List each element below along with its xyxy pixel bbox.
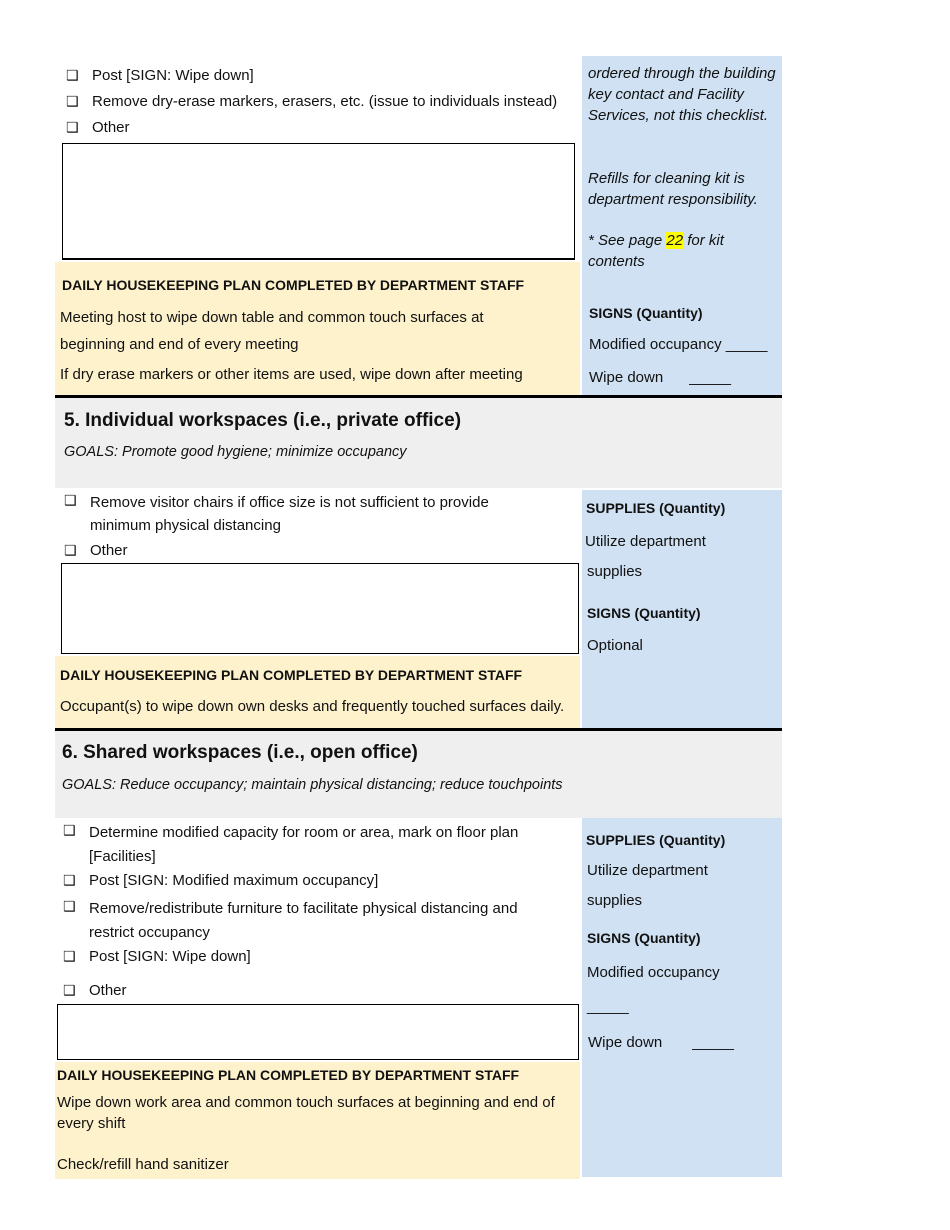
section6-daily-plan-line: Wipe down work area and common touch surfaces at beginning and end of every shift [57, 1094, 555, 1132]
checkbox-icon[interactable]: ❑ [64, 543, 77, 559]
section4-sign-modified-occupancy: Modified occupancy _____ [589, 336, 768, 353]
section5-supplies-value: Utilize department [585, 533, 706, 550]
section6-sign-modified-occupancy-blank: _____ [587, 998, 629, 1015]
section4-side-note-refills: Refills for cleaning kit is department responsibility. [588, 170, 758, 208]
section6-supplies-header: SUPPLIES (Quantity) [586, 832, 726, 848]
checkbox-icon[interactable]: ❑ [63, 873, 76, 889]
section6-title: 6. Shared workspaces (i.e., open office) [62, 742, 418, 763]
section5-other-notes-field[interactable] [61, 563, 579, 654]
section4-sign-wipe-down: Wipe down _____ [589, 369, 731, 386]
section6-supplies-value: Utilize department [587, 862, 708, 879]
section5-signs-header: SIGNS (Quantity) [587, 605, 701, 621]
section6-daily-plan-header: DAILY HOUSEKEEPING PLAN COMPLETED BY DEPARTMENT STAFF [57, 1067, 520, 1083]
section4-daily-plan-header: DAILY HOUSEKEEPING PLAN COMPLETED BY DEPARTMENT STAFF [62, 277, 525, 293]
checkbox-icon[interactable]: ❑ [66, 120, 79, 136]
section5-daily-plan-header: DAILY HOUSEKEEPING PLAN COMPLETED BY DEPARTMENT STAFF [60, 667, 523, 683]
page-reference-link[interactable]: 22 [666, 232, 684, 249]
section6-supplies-value: supplies [587, 892, 643, 909]
section5-supplies-value: supplies [587, 563, 643, 580]
section5-supplies-header: SUPPLIES (Quantity) [586, 500, 726, 516]
checkbox-icon[interactable]: ❑ [63, 983, 76, 999]
section5-title: 5. Individual workspaces (i.e., private office) [64, 410, 462, 431]
section4-signs-header: SIGNS (Quantity) [589, 305, 703, 321]
section4-daily-plan-line: Meeting host to wipe down table and common touch surfaces at [60, 309, 484, 326]
section6-sign-wipe-down: Wipe down _____ [588, 1034, 734, 1051]
section6-sign-modified-occupancy: Modified occupancy [587, 964, 720, 981]
section6-other-notes-field[interactable] [57, 1004, 579, 1060]
checkbox-icon[interactable]: ❑ [63, 823, 76, 839]
section5-signs-value: Optional [587, 637, 643, 654]
section4-daily-plan-line: beginning and end of every meeting [60, 336, 299, 353]
section5-goals: GOALS: Promote good hygiene; minimize occupancy [64, 444, 407, 460]
checkbox-icon[interactable]: ❑ [66, 68, 79, 84]
section6-daily-plan-line: Check/refill hand sanitizer [57, 1156, 229, 1173]
checkbox-icon[interactable]: ❑ [63, 899, 76, 915]
section4-side-note-kit-page: * See page 22 for kit contents [588, 232, 724, 270]
checkbox-icon[interactable]: ❑ [64, 493, 77, 509]
section6-goals: GOALS: Reduce occupancy; maintain physical distancing; reduce touchpoints [62, 777, 563, 793]
section5-daily-plan-line: Occupant(s) to wipe down own desks and frequently touched surfaces daily. [60, 698, 565, 715]
section4-other-notes-field[interactable] [62, 143, 575, 260]
section4-daily-plan-line: If dry erase markers or other items are used, wipe down after meeting [60, 366, 523, 383]
checkbox-icon[interactable]: ❑ [63, 949, 76, 965]
section4-side-note-ordering: ordered through the building key contact and Facility Services, not this checklist. [588, 65, 776, 124]
checkbox-icon[interactable]: ❑ [66, 94, 79, 110]
section6-signs-header: SIGNS (Quantity) [587, 930, 701, 946]
